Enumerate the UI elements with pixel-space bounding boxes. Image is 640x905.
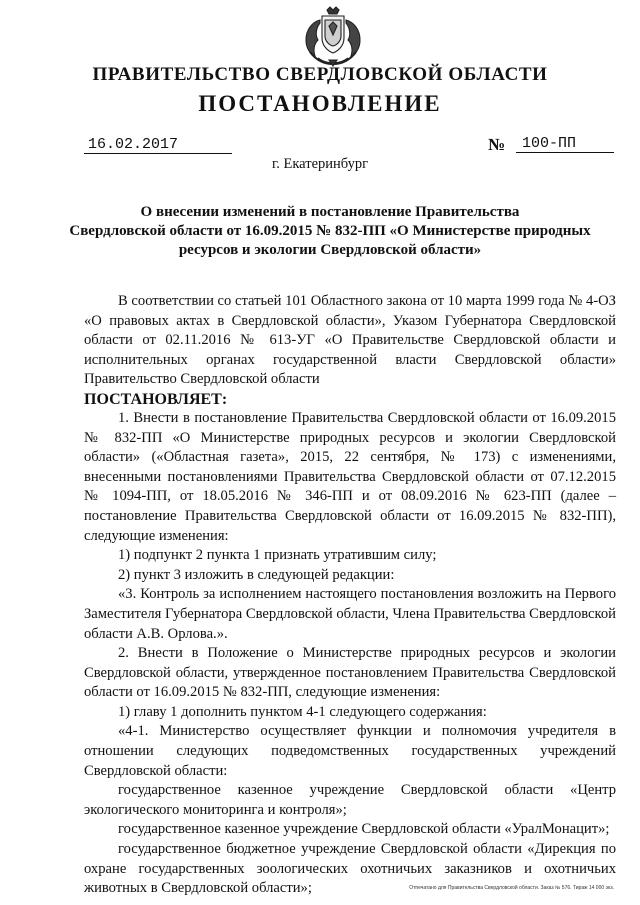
number-sign: № — [488, 135, 506, 154]
body-paragraph: 1. Внести в постановление Правительства Свердловской области от 16.09.2015 № 832-ПП «О Министерстве природных ресурсов и экологии Свердловской области» («Областная газета», 2015, 22 сентября, № 173) с изменениями, внесенными постановлениями Правительства Свердловской области от 07.12.2015 № 1094-ПП, от 18.05.2016 № 346-ПП и от 08.09.2016 № 623-ПП (далее – постановление Правительства Свердловской области от 16.09.2015 № 832-ПП), следующие изменения: — [84, 409, 616, 544]
heading-line-1: О внесении изменений в постановление Правительства — [140, 204, 520, 220]
body-paragraph: «3. Контроль за исполнением настоящего постановления возложить на Первого Заместителя Губернатора Свердловской области, Члена Правительства Свердловской области А.В. Орлова.». — [84, 586, 616, 642]
body-paragraph: государственное казенное учреждение Свердловской области «УралМонацит»; — [118, 821, 610, 838]
body-paragraph: 2) пункт 3 изложить в следующей редакции: — [118, 566, 395, 583]
body-paragraph: государственное казенное учреждение Свердловской области «Центр экологического мониторинга и контроля»; — [84, 782, 616, 818]
document-number: 100-ПП — [516, 135, 614, 153]
body-paragraph: 1) подпункт 2 пункта 1 признать утратившим силу; — [118, 547, 437, 564]
document-heading — [60, 203, 600, 260]
heading-line-2: Свердловской области от 16.09.2015 № 832-ПП «О Министерстве природных — [69, 223, 591, 239]
preamble-paragraph: В соответствии со статьей 101 Областного закона от 10 марта 1999 года № 4-ОЗ «О правовых актах в Свердловской области», Указом Губернатора Свердловской области от 02.11.2016 № 613-УГ «О Правительстве Свердловской области и исполнительных органах государственной власти Свердловской области» Правительство Свердловской области — [84, 293, 616, 388]
body-paragraph: 2. Внести в Положение о Министерстве природных ресурсов и экологии Свердловской области, утвержденное постановлением Правительства Свердловской области от 16.09.2015 № 832-ПП, следующие изменения: — [84, 645, 616, 701]
print-footer: Отпечатано для Правительства Свердловской области. Заказ № 576. Тираж 14 000 экз. — [409, 885, 614, 891]
body-paragraph: государственное бюджетное учреждение Свердловской области «Дирекция по охране государственных зоологических охотничьих заказников и охотничьих животных в Свердловской области»; — [84, 841, 616, 897]
document-body — [84, 292, 616, 899]
document-city: г. Екатеринбург — [271, 156, 369, 172]
resolves-label: ПОСТАНОВЛЯЕТ: — [84, 390, 228, 408]
number-field — [488, 135, 608, 155]
heading-line-3: ресурсов и экологии Свердловской области» — [178, 242, 482, 258]
document-type-title: ПОСТАНОВЛЕНИЕ — [198, 91, 442, 116]
date-field — [84, 135, 232, 154]
body-paragraph: 1) главу 1 дополнить пунктом 4-1 следующего содержания: — [118, 703, 487, 720]
body-paragraph: «4-1. Министерство осуществляет функции и полномочия учредителя в отношении следующих подведомственных государственных учреждений Свердловской области: — [84, 723, 616, 779]
coat-of-arms-emblem — [298, 6, 368, 68]
government-title: ПРАВИТЕЛЬСТВО СВЕРДЛОВСКОЙ ОБЛАСТИ — [92, 64, 548, 85]
document-date: 16.02.2017 — [88, 136, 179, 153]
